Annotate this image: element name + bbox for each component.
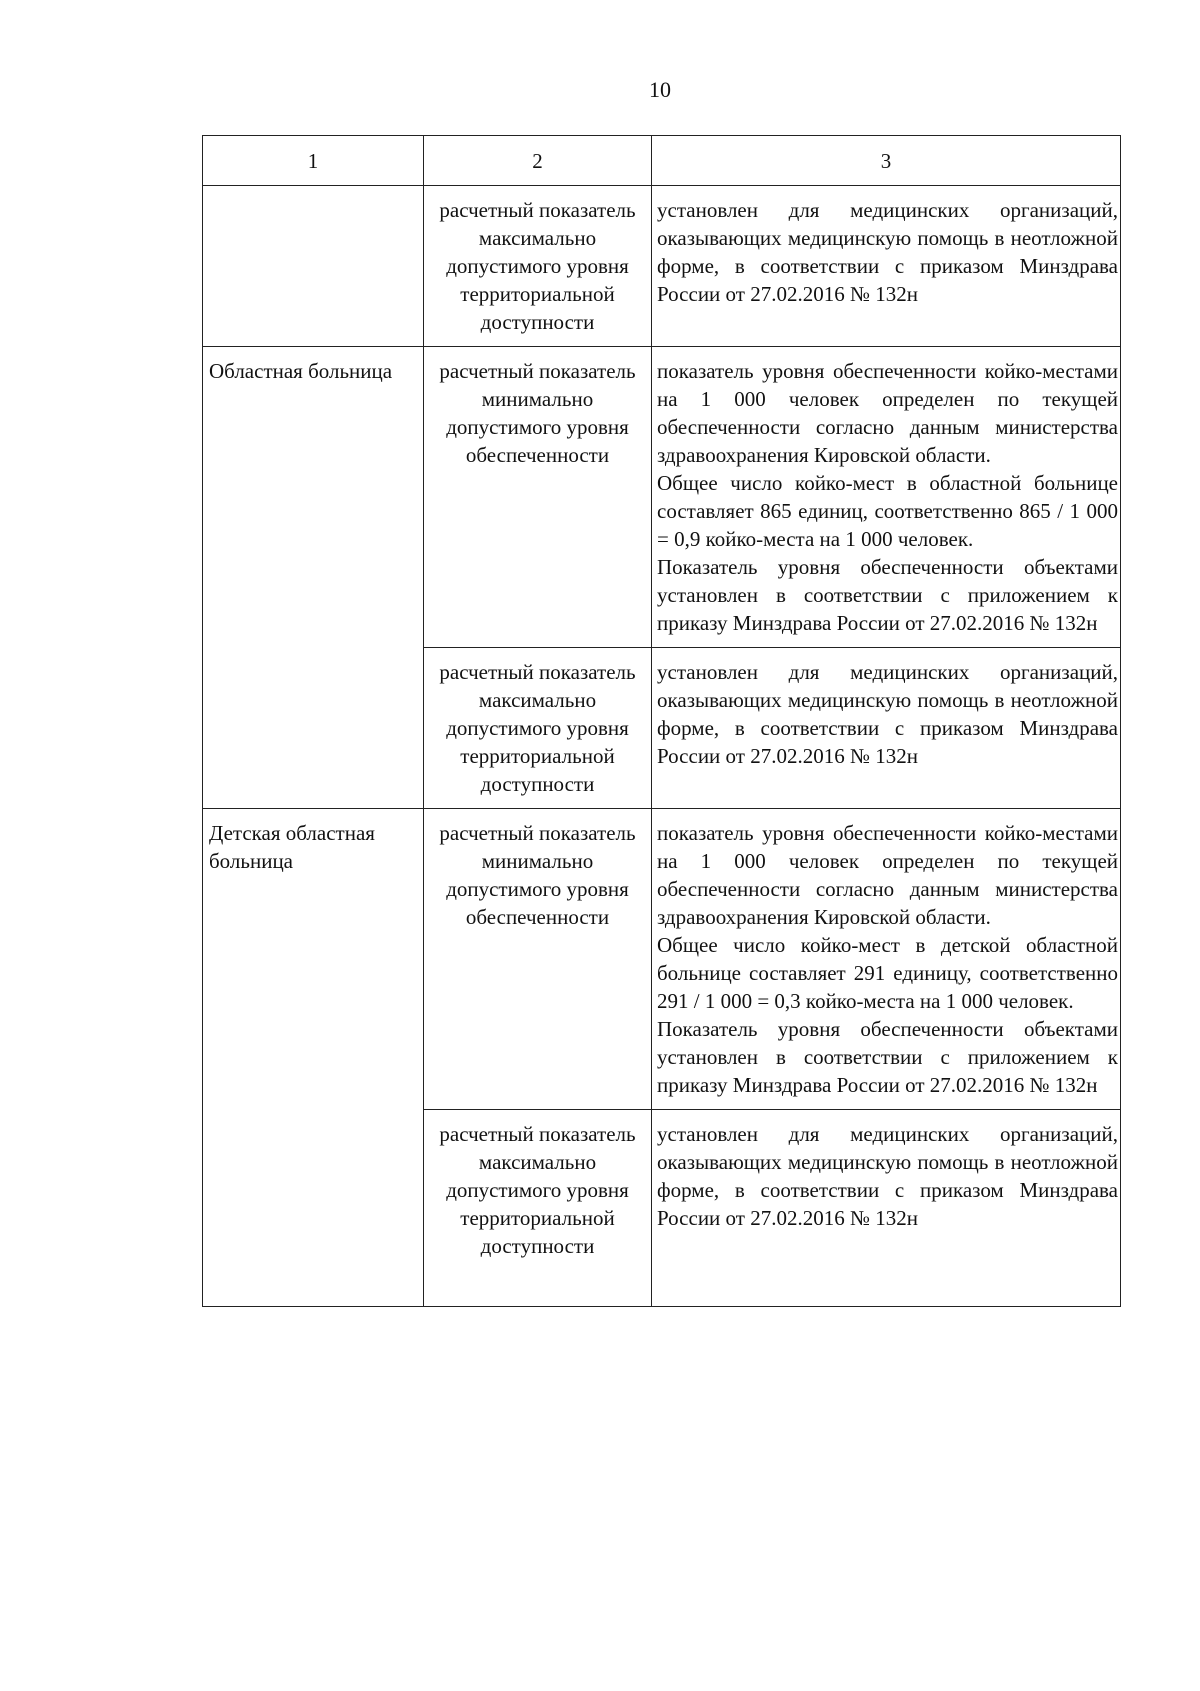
page-number: 10 [649, 77, 671, 102]
indicator-name: расчетный показатель максимально допустимого уровня территориальной доступности [439, 660, 636, 796]
indicator-cell [424, 648, 652, 809]
table-row [203, 347, 1121, 648]
indicator-name: расчетный показатель максимально допустимого уровня территориальной доступности [439, 1122, 636, 1258]
description-cell [652, 809, 1121, 1110]
facility-cell [203, 809, 424, 1307]
description-paragraph: показатель уровня обеспеченности койко-местами на 1 000 человек определен по текущей обеспеченности согласно данным министерства здравоохранения Кировской области. [657, 359, 1118, 467]
description-paragraph: установлен для медицинских организаций, оказывающих медицинскую помощь в неотложной форме, в соответствии с приказом Минздрава России от 27.02.2016 № 132н [657, 1122, 1118, 1230]
facility-name: Областная больница [209, 359, 393, 383]
facility-name: Детская областная больница [209, 821, 375, 873]
indicator-cell [424, 186, 652, 347]
table-row [203, 809, 1121, 1110]
description-cell [652, 648, 1121, 809]
column-header-1: 1 [203, 136, 424, 186]
indicator-cell [424, 347, 652, 648]
description-paragraph: установлен для медицинских организаций, оказывающих медицинскую помощь в неотложной форме, в соответствии с приказом Минздрава России от 27.02.2016 № 132н [657, 660, 1118, 768]
indicator-name: расчетный показатель минимально допустимого уровня обеспеченности [439, 821, 636, 929]
standards-table [202, 135, 1121, 1307]
description-paragraph: установлен для медицинских организаций, оказывающих медицинскую помощь в неотложной форме, в соответствии с приказом Минздрава России от 27.02.2016 № 132н [657, 198, 1118, 306]
table-row [203, 186, 1121, 347]
indicator-name: расчетный показатель максимально допустимого уровня территориальной доступности [439, 198, 636, 334]
description-paragraph: Показатель уровня обеспеченности объектами установлен в соответствии с приложением к приказу Минздрава России от 27.02.2016 № 132н [657, 555, 1118, 635]
column-header-2: 2 [424, 136, 652, 186]
facility-cell [203, 186, 424, 347]
description-paragraph: Общее число койко-мест в областной больнице составляет 865 единиц, соответственно 865 / 1 000 = 0,9 койко-места на 1 000 человек. [657, 471, 1118, 551]
description-cell [652, 186, 1121, 347]
indicator-cell [424, 1110, 652, 1307]
description-paragraph: показатель уровня обеспеченности койко-местами на 1 000 человек определен по текущей обеспеченности согласно данным министерства здравоохранения Кировской области. [657, 821, 1118, 929]
description-cell [652, 347, 1121, 648]
description-cell [652, 1110, 1121, 1307]
table-header-row [203, 136, 1121, 186]
description-paragraph: Общее число койко-мест в детской областной больнице составляет 291 единицу, соответственно 291 / 1 000 = 0,3 койко-места на 1 000 человек. [657, 933, 1118, 1013]
facility-name [203, 186, 423, 196]
description-paragraph: Показатель уровня обеспеченности объектами установлен в соответствии с приложением к приказу Минздрава России от 27.02.2016 № 132н [657, 1017, 1118, 1097]
column-header-3: 3 [652, 136, 1121, 186]
indicator-cell [424, 809, 652, 1110]
indicator-name: расчетный показатель минимально допустимого уровня обеспеченности [439, 359, 636, 467]
facility-cell [203, 347, 424, 809]
